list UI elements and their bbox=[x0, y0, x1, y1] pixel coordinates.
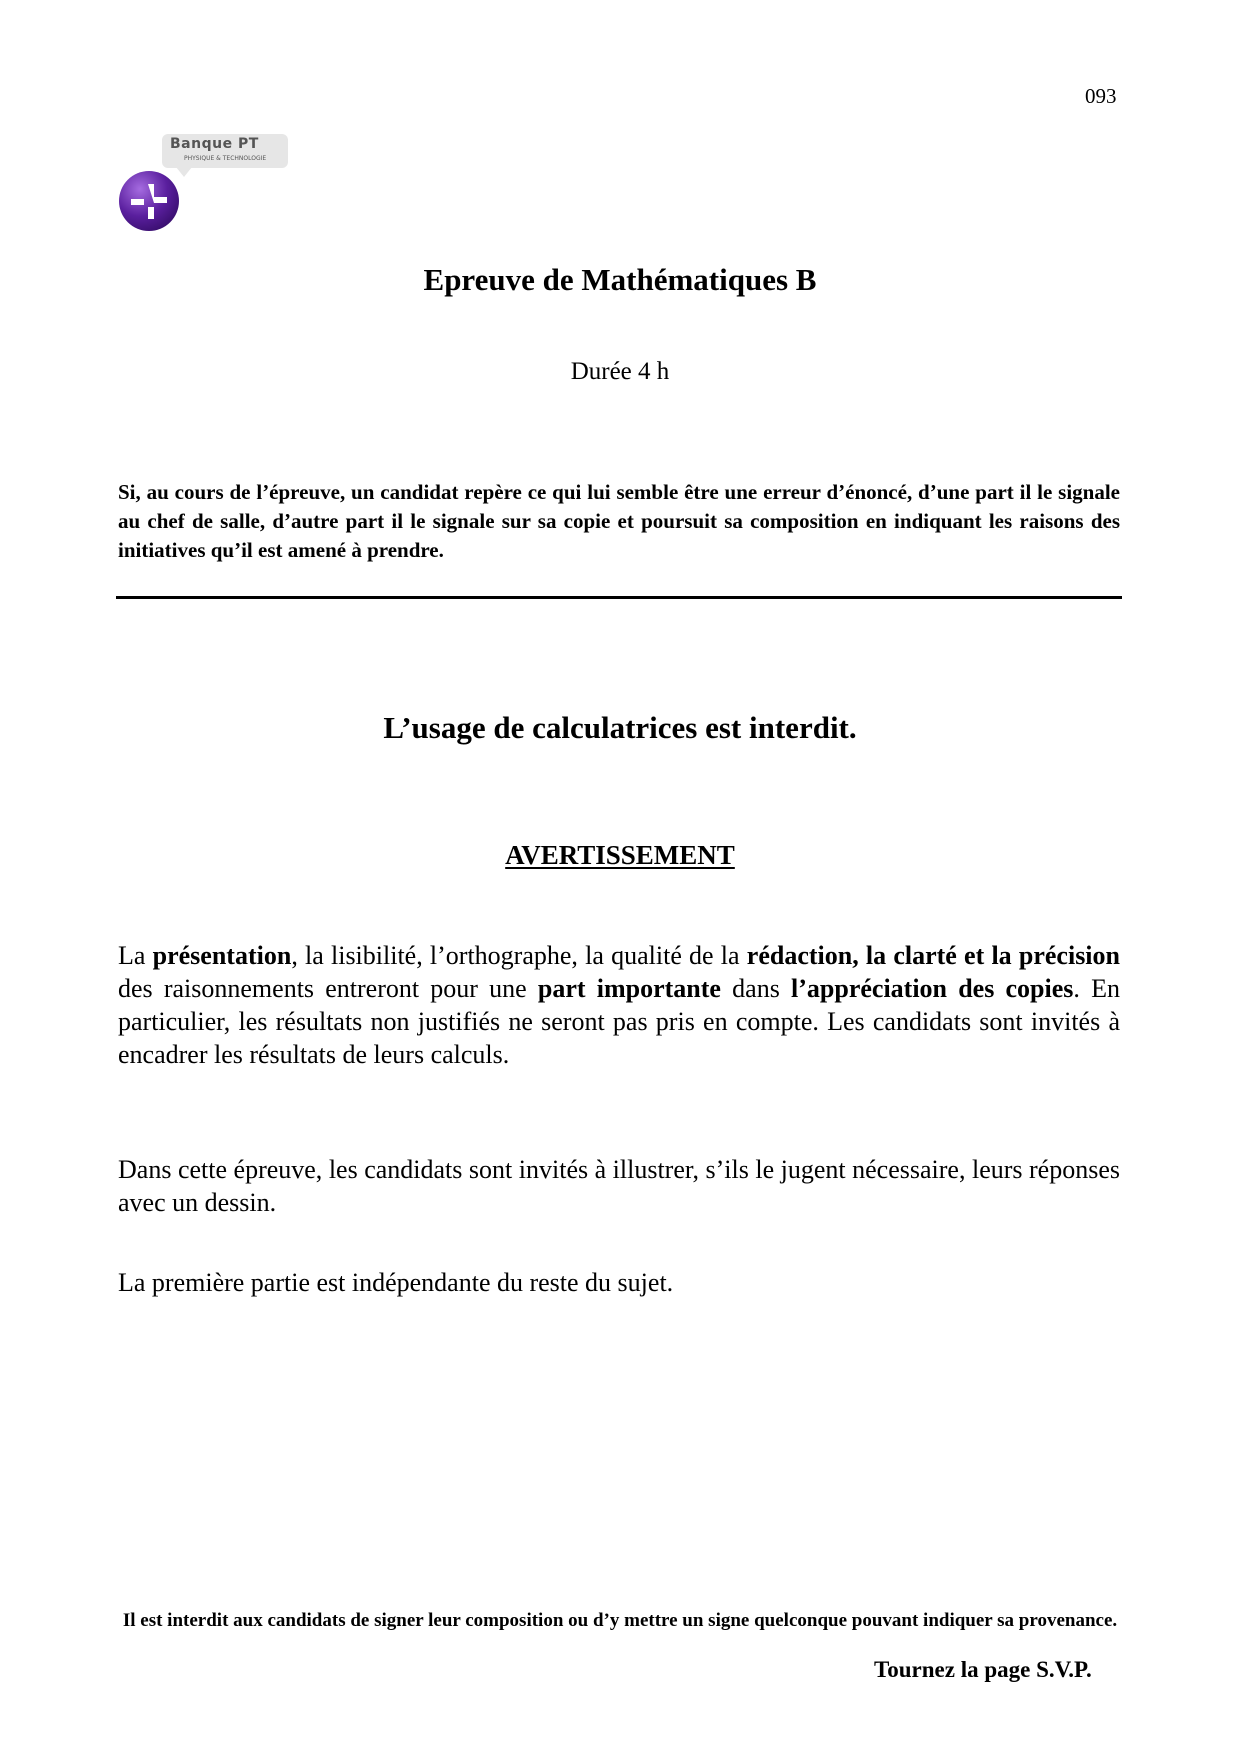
p1-bold-appreciation: l’appréciation des copies bbox=[791, 974, 1074, 1003]
logo-subtitle: PHYSIQUE & TECHNOLOGIE bbox=[184, 155, 267, 162]
p1-bold-presentation: présentation bbox=[152, 941, 292, 970]
warning-paragraph-2: Dans cette épreuve, les candidats sont invités à illustrer, s’ils le jugent nécessaire, leurs réponses avec un dessin. bbox=[118, 1155, 1120, 1217]
warning-heading-text: AVERTISSEMENT bbox=[505, 840, 735, 870]
logo-brand: Banque PT bbox=[170, 136, 259, 152]
warning-paragraph-3: La première partie est indépendante du reste du sujet. bbox=[118, 1268, 674, 1297]
logo-tag bbox=[162, 134, 288, 168]
exam-title: Epreuve de Mathématiques B bbox=[423, 262, 817, 297]
p1-bold-part: part importante bbox=[537, 974, 721, 1003]
warning-heading bbox=[0, 840, 1240, 871]
turn-page-notice: Tournez la page S.V.P. bbox=[874, 1657, 1092, 1682]
page-number: 093 bbox=[1085, 84, 1117, 108]
banque-pt-logo bbox=[116, 134, 296, 234]
p1-text-2: , la lisibilité, l’orthographe, la qualité de la bbox=[291, 941, 747, 970]
error-notice: Si, au cours de l’épreuve, un candidat repère ce qui lui semble être une erreur d’énoncé, d’une part il le signale au chef de salle, d’autre part il le signale sur sa copie et poursuit sa composition en indiquant les raisons des initiatives qu’il est amené à prendre. bbox=[118, 480, 1120, 562]
signature-notice: Il est interdit aux candidats de signer leur composition ou d’y mettre un signe quelconque pouvant indiquer sa provenance. bbox=[122, 1610, 1118, 1631]
p1-text-3: des raisonnements entreront pour une bbox=[118, 974, 538, 1003]
p1-text-5: . En particulier, les résultats non justifiés ne seront pas pris en compte. Les candidats sont invités à encadrer les résultats de leurs calculs. bbox=[118, 974, 1120, 1069]
warning-paragraph-1 bbox=[118, 939, 1120, 1071]
p1-text-4: dans bbox=[720, 974, 792, 1003]
p1-text-1: La bbox=[118, 941, 153, 970]
logo-plus-icon bbox=[118, 170, 180, 232]
p1-bold-redaction: rédaction, la clarté et la précision bbox=[746, 941, 1120, 970]
calculator-notice: L’usage de calculatrices est interdit. bbox=[383, 710, 857, 745]
horizontal-rule bbox=[116, 596, 1122, 599]
exam-duration: Durée 4 h bbox=[570, 358, 670, 385]
